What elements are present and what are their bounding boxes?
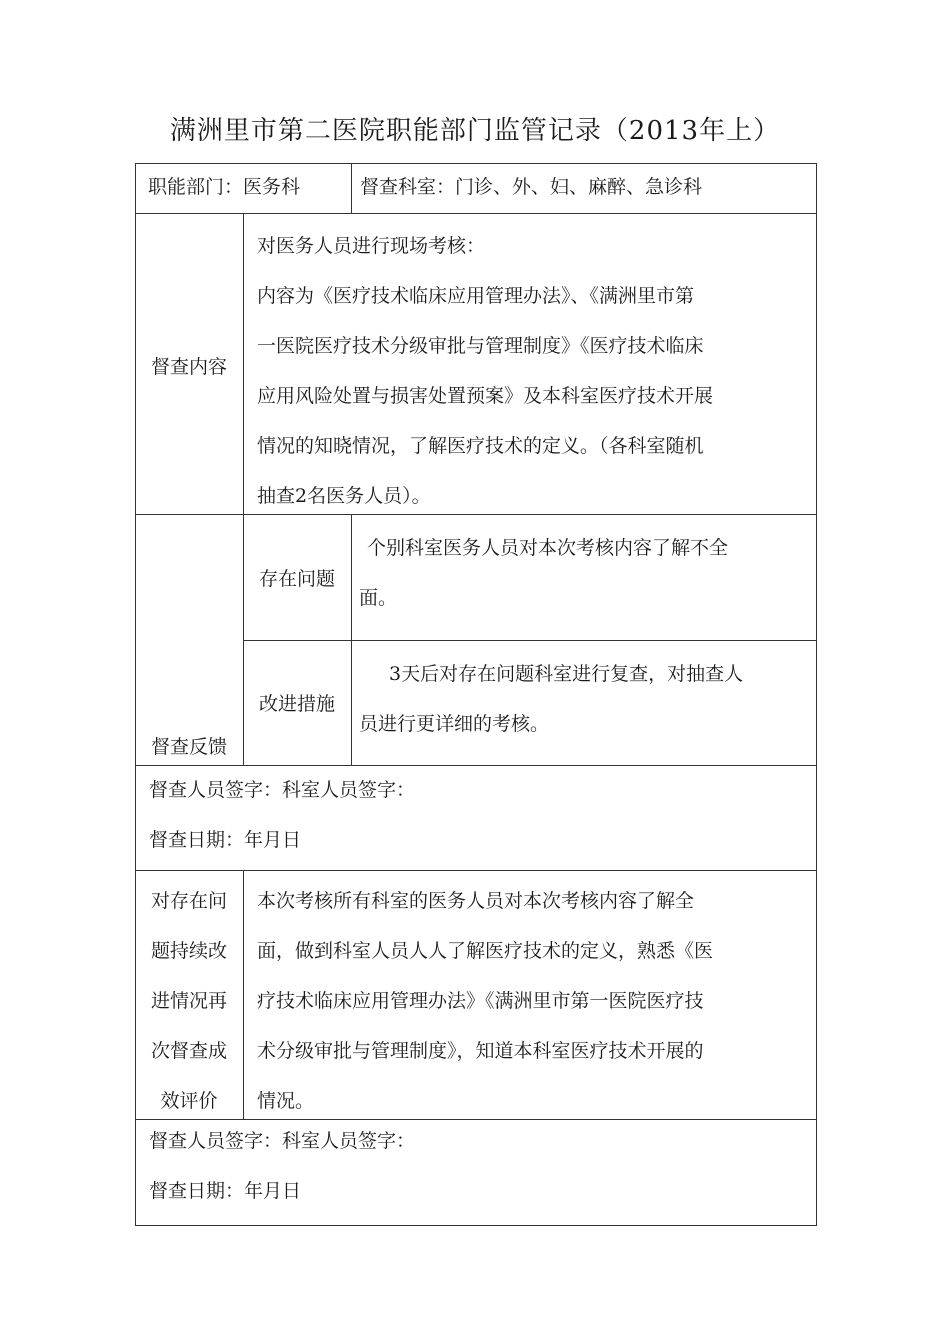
content-line: 情况的知晓情况，了解医疗技术的定义。（各科室随机 [257, 435, 704, 457]
problems-line: 个别科室医务人员对本次考核内容了解不全 [367, 537, 729, 559]
column-divider [351, 514, 352, 766]
evaluation-line: 疗技术临床应用管理办法》《满洲里市第一医院医疗技 [257, 990, 704, 1012]
content-body [257, 221, 807, 521]
department-text: 职能部门：医务科 [148, 176, 301, 198]
evaluation-body [257, 876, 809, 1126]
problems-line: 面。 [359, 587, 398, 609]
content-line: 内容为《医疗技术临床应用管理办法》、《满洲里市第 [257, 285, 695, 307]
row-divider [135, 213, 817, 214]
problems-label: 存在问题 [258, 568, 335, 590]
measures-line: 员进行更详细的考核。 [359, 713, 550, 735]
date-line: 督查日期：年月日 [149, 829, 302, 851]
content-label-cell [135, 342, 243, 392]
content-line: 抽查2名医务人员）。 [257, 485, 431, 507]
content-line: 对医务人员进行现场考核： [257, 235, 486, 257]
inspected-departments-text: 督查科室：门诊、外、妇、麻醉、急诊科 [360, 176, 703, 198]
signature-line: 督查人员签字：科室人员签字： [149, 779, 416, 801]
evaluation-label-line: 进情况再 [150, 990, 227, 1012]
row-divider [135, 870, 817, 871]
problems-label-cell [243, 554, 351, 604]
evaluation-label-line: 题持续改 [150, 940, 227, 962]
measures-label-cell [243, 679, 351, 729]
evaluation-label-cell [135, 876, 243, 1126]
evaluation-line: 本次考核所有科室的医务人员对本次考核内容了解全 [257, 890, 695, 912]
date-line: 督查日期：年月日 [149, 1180, 302, 1202]
evaluation-label-line: 次督查成 [150, 1040, 227, 1062]
column-divider [351, 163, 352, 214]
evaluation-label-line: 对存在问 [150, 890, 227, 912]
measures-line: 3天后对存在问题科室进行复查，对抽查人 [389, 663, 744, 685]
signature-line: 督查人员签字：科室人员签字： [149, 1130, 416, 1152]
measures-body [359, 649, 809, 749]
measures-label: 改进措施 [258, 693, 335, 715]
evaluation-line: 术分级审批与管理制度》，知道本科室医疗技术开展的 [257, 1040, 704, 1062]
row-divider [243, 640, 817, 641]
content-line: 应用风险处置与损害处置预案》及本科室医疗技术开展 [257, 385, 714, 407]
evaluation-line: 面，做到科室人员人人了解医疗技术的定义，熟悉《医 [257, 940, 714, 962]
signature-block [149, 1116, 809, 1216]
department-cell [148, 163, 300, 211]
inspected-departments-cell [360, 163, 702, 211]
problems-body [359, 523, 809, 623]
column-divider [243, 870, 244, 1120]
content-line: 一医院医疗技术分级审批与管理制度》《医疗技术临床 [257, 335, 704, 357]
evaluation-line: 情况。 [257, 1090, 315, 1112]
evaluation-label-line: 效评价 [160, 1090, 218, 1112]
document-title: 满洲里市第二医院职能部门监管记录（2013年上） [169, 116, 781, 146]
signature-block [149, 765, 809, 865]
feedback-label: 督查反馈 [150, 736, 227, 758]
content-label: 督查内容 [150, 356, 227, 378]
